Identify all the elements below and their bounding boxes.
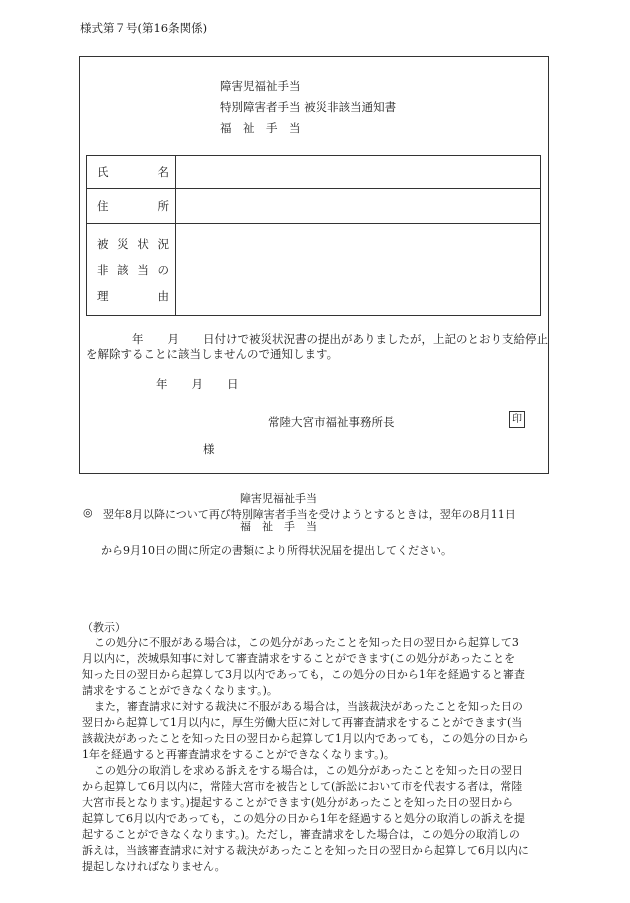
recipient-suffix: 様	[203, 442, 215, 456]
notice-sentence-line1: 年 月 日付けで被災状況書の提出がありましたが，上記のとおり支給停止	[132, 332, 548, 346]
kyoji-p1-line4: 請求をすることができなくなります。)。	[82, 684, 278, 697]
name-row	[87, 156, 541, 189]
kyoji-p3-line5: 起することができなくなります。)。ただし，審査請求をした場合は，この処分の取消しの	[82, 828, 520, 841]
kyoji-p2-line4: 1年を経過すると再審査請求をすることができなくなります。)。	[82, 748, 395, 761]
title-line-1: 障害児福祉手当	[220, 79, 301, 93]
kyoji-p1-line2: 月以内に，茨城県知事に対して審査請求をすることができます(この処分があったことを	[82, 652, 516, 665]
kyoji-p3-line3: 大宮市長となります。)提起することができます(処分があったことを知った日の翌日から	[82, 796, 514, 809]
title-line-2: 特別障害者手当 被災非該当通知書	[220, 100, 397, 114]
kyoji-p2-line1: また，審査請求に対する裁決に不服がある場合は，当該裁決があったことを知った日の	[94, 700, 523, 713]
reason-value	[176, 224, 541, 316]
kyoji-p2-line2: 翌日から起算して1月以内に，厚生労働大臣に対して再審査請求をすることができます(当	[82, 716, 523, 729]
kyoji-p3-line7: 提起しなければなりません。	[82, 860, 226, 873]
kyoji-p2-line3: 該裁決があったことを知った日の翌日から起算して1月以内であっても，この処分の日から	[82, 732, 529, 745]
notice-continuation: から9月10日の間に所定の書類により所得状況届を提出してください。	[101, 544, 452, 557]
notice-middle: 翌年8月以降について再び特別障害者手当を受けようとするときは，翌年の8月11日	[103, 508, 516, 521]
kyoji-p1-line1: この処分に不服がある場合は，この処分があったことを知った日の翌日から起算して3	[94, 636, 519, 649]
name-value	[176, 156, 541, 189]
kyoji-p3-line2: から起算して6月以内に，常陸大宮市を被告として(訴訟において市を代表する者は，常陸	[82, 780, 523, 793]
notice-mark: ◎	[83, 506, 93, 519]
recipient-info-table	[86, 155, 541, 316]
kyoji-heading: （教示）	[82, 621, 126, 634]
reason-label: 被 災 状 況 非 該 当 の 理 由	[87, 224, 176, 316]
issue-date: 年 月 日	[156, 377, 239, 391]
name-label: 氏 名	[87, 156, 176, 189]
notice-top: 障害児福祉手当	[240, 492, 317, 505]
kyoji-p1-line3: 知った日の翌日から起算して3月以内であっても，この処分の日から1年を経過すると審査	[82, 668, 525, 681]
notice-bottom: 福 祉 手 当	[240, 520, 317, 533]
form-number: 様式第７号(第16条関係)	[80, 21, 208, 35]
kyoji-p3-line1: この処分の取消しを求める訴えをする場合は，この処分があったことを知った日の翌日	[94, 764, 523, 777]
address-label: 住 所	[87, 189, 176, 224]
address-row	[87, 189, 541, 224]
notice-sentence-line2: を解除することに該当しませんので通知します。	[86, 347, 339, 361]
issuer-name: 常陸大宮市福祉事務所長	[268, 415, 395, 429]
kyoji-p3-line4: 起算して6月以内であっても，この処分の日から1年を経過すると処分の取消しの訴えを提	[82, 812, 525, 825]
reason-row	[87, 224, 541, 316]
title-line-3: 福 祉 手 当	[220, 121, 301, 135]
kyoji-p3-line6: 訴えは，当該審査請求に対する裁決があったことを知った日の翌日から起算して6月以内に	[82, 844, 529, 857]
seal-stamp: 印	[509, 411, 525, 428]
address-value	[176, 189, 541, 224]
